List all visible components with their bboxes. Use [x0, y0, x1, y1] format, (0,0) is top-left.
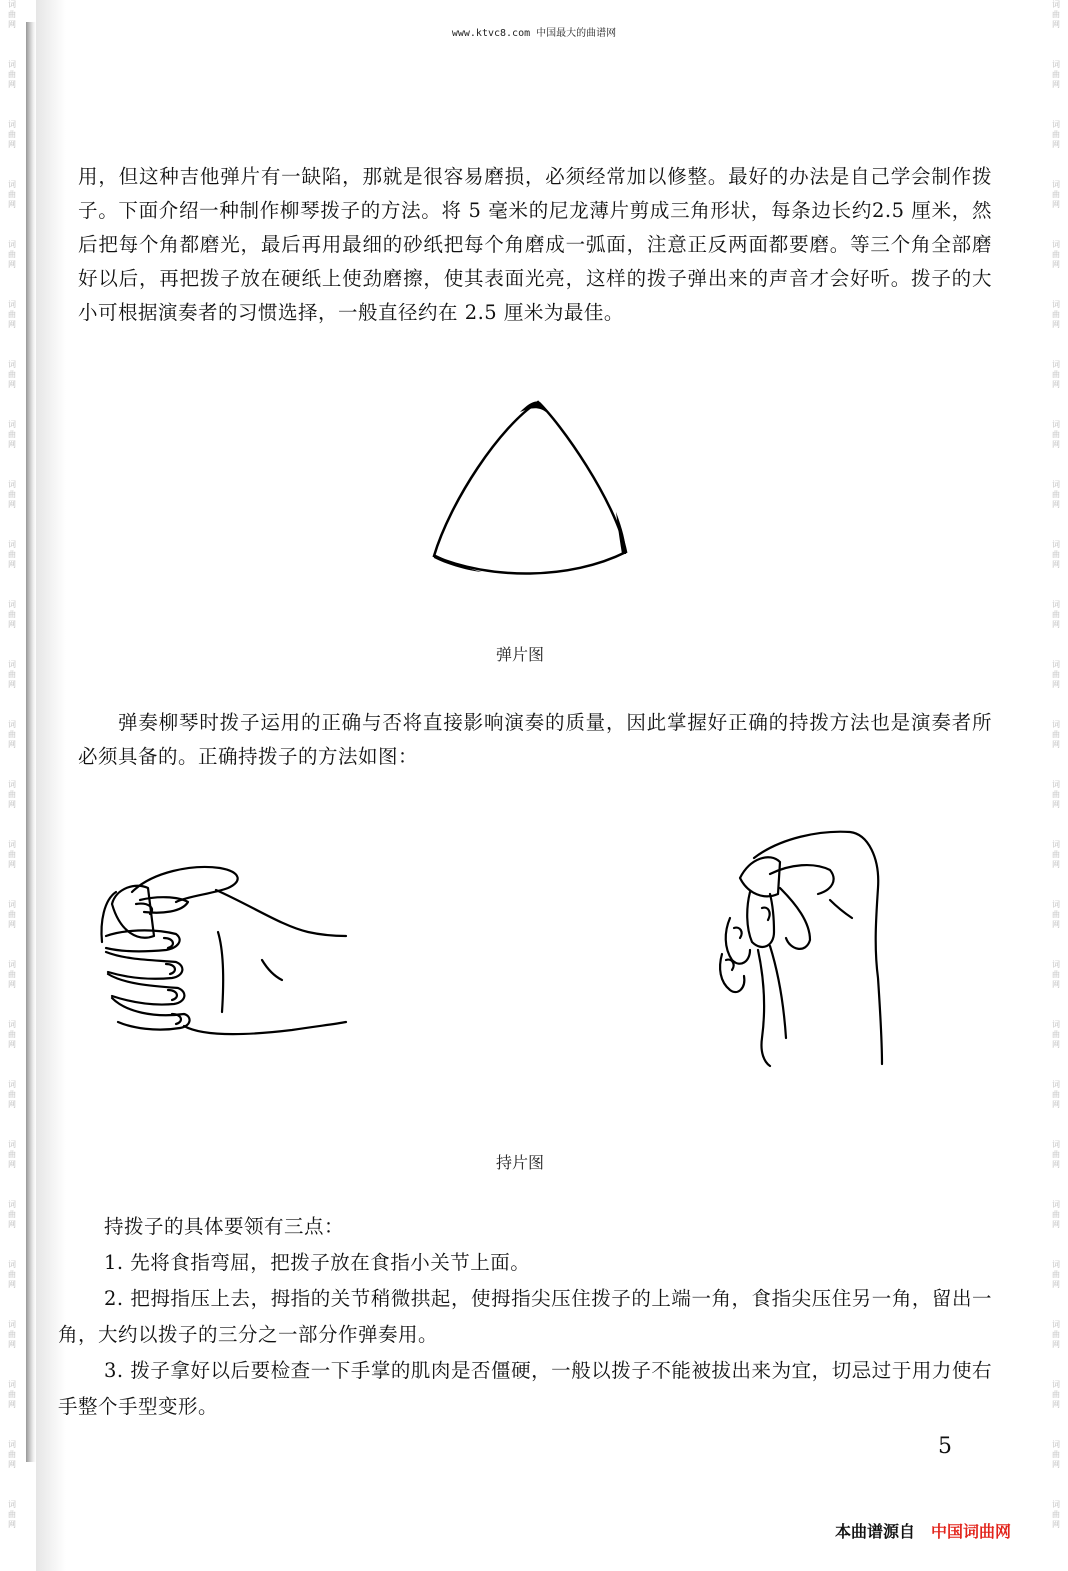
watermark-mark: 词 曲 网 [8, 1380, 16, 1409]
paragraph-holding-intro: 弹奏柳琴时拨子运用的正确与否将直接影响演奏的质量，因此掌握好正确的持拨方法也是演奏者所必须具备的。正确持拨子的方法如图： [78, 711, 992, 768]
watermark-mark: 词 曲 网 [8, 1440, 16, 1469]
left-watermark-strip [0, 0, 24, 1571]
watermark-mark: 词 曲 网 [8, 1140, 16, 1169]
point-item: 3. 拨子拿好以后要检查一下手掌的肌肉是否僵硬，一般以拨子不能被拔出来为宜，切忌过于用力使右手整个手型变形。 [58, 1359, 992, 1418]
page-number: 5 [938, 1434, 952, 1459]
figure-caption-holding: 持片图 [495, 1153, 544, 1172]
watermark-mark: 词 曲 网 [8, 1260, 16, 1289]
thumb-nail [762, 908, 770, 920]
watermark-mark: 词 曲 网 [8, 120, 16, 149]
watermark-mark: 词 曲 网 [8, 1200, 16, 1229]
point-item: 2. 把拇指压上去，拇指的关节稍微拱起，使拇指尖压住拨子的上端一角，食指尖压住另一角，留出一角，大约以拨子的三分之一部分作弹奏用。 [58, 1287, 992, 1346]
watermark-mark: 词 曲 网 [8, 720, 16, 749]
hand-holding-pick-right [710, 828, 910, 1068]
watermark-mark: 词 曲 网 [1052, 60, 1060, 89]
watermark-mark: 词 曲 网 [8, 1500, 16, 1529]
watermark-mark: 词 曲 网 [1052, 780, 1060, 809]
watermark-mark: 词 曲 网 [8, 1020, 16, 1049]
watermark-mark: 词 曲 网 [1052, 900, 1060, 929]
watermark-mark: 词 曲 网 [1052, 1440, 1060, 1469]
watermark-mark: 词 曲 网 [1052, 1020, 1060, 1049]
figure-caption-pick: 弹片图 [495, 645, 544, 664]
watermark-mark: 词 曲 网 [1052, 1140, 1060, 1169]
watermark-mark: 词 曲 网 [8, 840, 16, 869]
point-item: 1. 先将食指弯屈，把拨子放在食指小关节上面。 [104, 1251, 531, 1274]
pick-in-fingers-2 [740, 857, 780, 896]
watermark-mark: 词 曲 网 [8, 420, 16, 449]
hand-holding-pick-left [92, 852, 352, 1052]
watermark-mark: 词 曲 网 [8, 540, 16, 569]
watermark-mark: 词 曲 网 [8, 960, 16, 989]
footer-brand-link[interactable]: 中国词曲网 [931, 1522, 1012, 1541]
watermark-mark: 词 曲 网 [1052, 300, 1060, 329]
watermark-mark: 词 曲 网 [8, 600, 16, 629]
watermark-mark: 词 曲 网 [8, 1080, 16, 1109]
watermark-mark: 词 曲 网 [8, 480, 16, 509]
footer-prefix: 本曲谱源自 [835, 1522, 916, 1541]
watermark-mark: 词 曲 网 [8, 900, 16, 929]
watermark-mark: 词 曲 网 [1052, 600, 1060, 629]
watermark-mark: 词 曲 网 [1052, 540, 1060, 569]
header-source-url[interactable]: www.ktvc8.com 中国最大的曲谱网 [451, 28, 617, 39]
nail-4 [168, 990, 177, 1000]
watermark-mark: 词 曲 网 [1052, 1320, 1060, 1349]
watermark-mark: 词 曲 网 [1052, 180, 1060, 209]
paragraph-pick-making: 用，但这种吉他弹片有一缺陷，那就是很容易磨损，必须经常加以修整。最好的办法是自己学会制作拨子。下面介绍一种制作柳琴拨子的方法。将 5 毫米的尼龙薄片剪成三角形状，每条边长约2.5 厘米，然后把每个角都磨光，最后再用最细的砂纸把每个角磨成一弧面，注意正反两面都要磨。等三个角全部磨好以后，再把拨子放在硬纸上使劲磨擦，使其表面光亮，这样的拨子弹出来的声音才会好听。拨子的大小可根据演奏者的习惯选择，一般直径约在 2.5 厘米为最佳。 [78, 165, 992, 324]
watermark-mark: 词 曲 网 [1052, 1080, 1060, 1109]
watermark-mark: 词 曲 网 [8, 780, 16, 809]
book-spine-shadow [26, 22, 36, 1462]
pick-outline [434, 402, 626, 574]
nail-2 [164, 938, 173, 948]
watermark-mark: 词 曲 网 [1052, 480, 1060, 509]
pick-illustration [420, 392, 640, 592]
holding-points-section [58, 1209, 992, 1425]
watermark-mark: 词 曲 网 [1052, 660, 1060, 689]
nail-3 [166, 964, 175, 974]
watermark-mark: 词 曲 网 [1052, 1200, 1060, 1229]
watermark-mark: 词 曲 网 [1052, 120, 1060, 149]
watermark-mark: 词 曲 网 [8, 60, 16, 89]
watermark-mark: 词 曲 网 [1052, 960, 1060, 989]
finger-nail-1 [734, 928, 742, 938]
watermark-mark: 词 曲 网 [1052, 1380, 1060, 1409]
right-watermark-strip [1044, 0, 1068, 1571]
points-intro: 持拨子的具体要领有三点： [104, 1215, 345, 1238]
watermark-mark: 词 曲 网 [1052, 1500, 1060, 1529]
watermark-mark: 词 曲 网 [8, 660, 16, 689]
watermark-mark: 词 曲 网 [1052, 1260, 1060, 1289]
watermark-mark: 词 曲 网 [8, 360, 16, 389]
watermark-mark: 词 曲 网 [1052, 360, 1060, 389]
watermark-mark: 词 曲 网 [1052, 0, 1060, 29]
watermark-mark: 词 曲 网 [1052, 240, 1060, 269]
watermark-mark: 词 曲 网 [1052, 420, 1060, 449]
watermark-mark: 词 曲 网 [8, 300, 16, 329]
watermark-mark: 词 曲 网 [8, 1320, 16, 1349]
footer-source [835, 1519, 1011, 1542]
watermark-mark: 词 曲 网 [8, 180, 16, 209]
watermark-mark: 词 曲 网 [1052, 720, 1060, 749]
finger-nail-2 [726, 960, 734, 970]
watermark-mark: 词 曲 网 [8, 0, 16, 29]
watermark-mark: 词 曲 网 [1052, 840, 1060, 869]
watermark-mark: 词 曲 网 [8, 240, 16, 269]
